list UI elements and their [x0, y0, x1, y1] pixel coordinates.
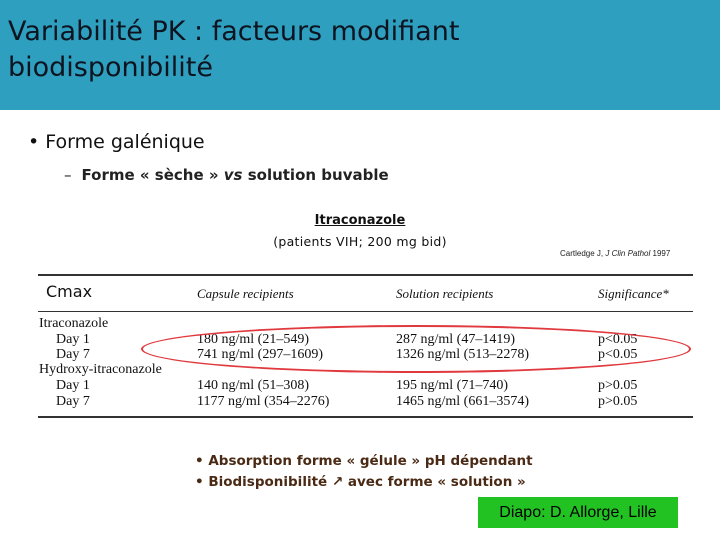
reference-journal: J Clin Pathol: [605, 249, 651, 258]
cell-solution: 1326 ng/ml (513–2278): [396, 347, 529, 362]
cell-capsule: 741 ng/ml (297–1609): [197, 347, 323, 362]
table-drug-title: Itraconazole: [314, 213, 406, 228]
row-label-day1: Day 1: [56, 332, 90, 347]
slide-title: [8, 14, 708, 86]
row-label-itraconazole: Itraconazole: [39, 316, 109, 331]
note-bioavailability: • Biodisponibilité ↗ avec forme « solution »: [195, 474, 526, 490]
title-banner: [0, 0, 720, 110]
row-label-day7: Day 7: [56, 347, 90, 362]
bullet-level2: [64, 166, 389, 184]
bullet-level1-text: Forme galénique: [45, 131, 205, 153]
bullet-level2-suffix: solution buvable: [242, 166, 389, 184]
row-label-day1: Day 1: [56, 378, 90, 393]
cell-capsule: 140 ng/ml (51–308): [197, 378, 309, 393]
cell-significance: p<0.05: [598, 332, 638, 347]
slide-title-line2: biodisponibilité: [8, 52, 213, 83]
bullet-level1: [28, 131, 205, 153]
table-subtitle: (patients VIH; 200 mg bid): [273, 234, 447, 249]
header-capsule: Capsule recipients: [197, 286, 294, 301]
note-absorption: • Absorption forme « gélule » pH dépendant: [195, 453, 533, 469]
cell-significance: p>0.05: [598, 394, 638, 409]
cell-significance: p<0.05: [598, 347, 638, 362]
highlight-ellipse: [141, 325, 691, 373]
cell-significance: p>0.05: [598, 378, 638, 393]
bullet-level2-prefix: Forme « sèche »: [81, 166, 224, 184]
header-solution: Solution recipients: [396, 286, 494, 301]
cell-solution: 195 ng/ml (71–740): [396, 378, 508, 393]
table-bottom-rule: [38, 416, 693, 418]
table-header-rule: [38, 311, 693, 312]
cmax-label: Cmax: [46, 282, 93, 301]
cell-capsule: 1177 ng/ml (354–2276): [197, 394, 330, 409]
reference-year: 1997: [652, 249, 671, 258]
header-significance: Significance*: [598, 286, 669, 301]
reference-citation: [560, 249, 670, 258]
table-top-rule: [38, 274, 693, 276]
bullet-level2-vs: vs: [223, 166, 243, 184]
cell-solution: 1465 ng/ml (661–3574): [396, 394, 529, 409]
reference-authors: Cartledge J,: [560, 249, 606, 258]
row-label-hydroxy-itraconazole: Hydroxy-itraconazole: [39, 362, 162, 377]
credit-box: Diapo: D. Allorge, Lille: [478, 497, 678, 528]
dash-icon: –: [64, 166, 72, 184]
slide-title-line1: Variabilité PK : facteurs modifiant: [8, 16, 460, 47]
row-label-day7: Day 7: [56, 394, 90, 409]
cell-capsule: 180 ng/ml (21–549): [197, 332, 309, 347]
bullet-dot-icon: •: [28, 131, 46, 153]
cell-solution: 287 ng/ml (47–1419): [396, 332, 515, 347]
